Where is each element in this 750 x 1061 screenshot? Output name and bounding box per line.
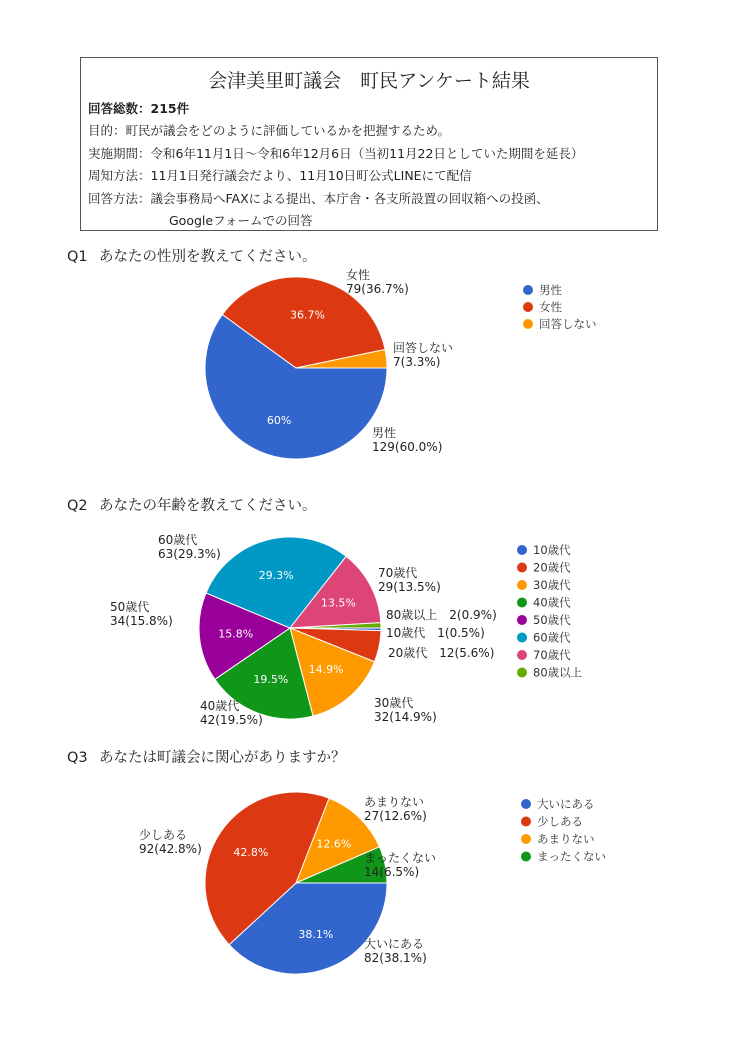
legend-swatch <box>517 598 527 608</box>
legend-item: 10歳代 <box>533 543 571 557</box>
slice-data-label: 70歳代 29(13.5%) <box>378 566 441 594</box>
legend <box>521 797 606 864</box>
legend-swatch <box>517 545 527 555</box>
legend-item: 70歳代 <box>533 648 571 662</box>
legend-item: 少しある <box>537 814 583 829</box>
slice-percent-label: 42.8% <box>233 846 269 860</box>
slice-data-label: 女性 79(36.7%) <box>346 268 409 296</box>
legend-swatch <box>523 285 533 295</box>
legend-item: 回答しない <box>539 317 597 331</box>
slice-percent-label: 38.1% <box>298 927 334 941</box>
slice-percent-label: 12.6% <box>316 837 352 851</box>
question-title-q2 <box>67 494 317 515</box>
legend-item: 60歳代 <box>533 630 571 645</box>
pie-chart-gender <box>0 265 750 470</box>
legend <box>523 283 597 331</box>
purpose-line: 目的：町民が議会をどのように評価しているかを把握するため。 <box>88 123 451 138</box>
slice-percent-label: 13.5% <box>320 596 356 610</box>
legend-item: 大いにある <box>537 797 595 811</box>
slice-data-label: 20歳代 12(5.6%) <box>388 646 495 660</box>
legend-item: 40歳代 <box>533 595 571 610</box>
question-title-q3 <box>67 746 346 767</box>
slice-percent-label: 29.3% <box>258 569 294 583</box>
question-number: Q3 <box>67 750 88 766</box>
legend-swatch <box>523 302 533 312</box>
method-line-2: Googleフォームでの回答 <box>169 213 313 228</box>
slice-percent-label: 14.9% <box>308 662 344 676</box>
legend-item: 20歳代 <box>533 560 571 575</box>
method-line: 回答方法：議会事務局へFAXによる提出、本庁舎・各支所設置の回収箱への投函、 <box>88 191 549 206</box>
legend-swatch <box>517 563 527 573</box>
slice-percent-label: 60% <box>266 413 292 427</box>
legend-swatch <box>517 633 527 643</box>
legend-item: まったくない <box>537 849 606 864</box>
question-text: あなたの年齢を教えてください。 <box>99 498 317 514</box>
total-responses: 回答総数：215件 <box>88 101 190 116</box>
slice-data-label: 少しある 92(42.8%) <box>139 828 202 856</box>
slice-percent-label: 15.8% <box>218 627 254 641</box>
slice-data-label: 10歳代 1(0.5%) <box>386 626 485 640</box>
slice-data-label: 男性 129(60.0%) <box>372 426 443 454</box>
legend-swatch <box>521 852 531 862</box>
question-text: あなたは町議会に関心がありますか？ <box>99 750 346 766</box>
notice-line: 周知方法：11月1日発行議会だより、11月10日町公式LINEにて配信 <box>88 168 472 183</box>
pie-slices <box>205 792 387 974</box>
pie-slices <box>205 277 387 459</box>
legend-item: 男性 <box>539 283 562 297</box>
legend-swatch <box>521 817 531 827</box>
slice-data-label: 回答しない 7(3.3%) <box>393 341 454 369</box>
pie-chart-age <box>0 520 750 735</box>
slice-percent-label: 36.7% <box>290 308 325 322</box>
period-line: 実施期間：令和6年11月1日～令和6年12月6日（当初11月22日としていた期間を延長） <box>88 146 584 161</box>
legend-swatch <box>521 834 531 844</box>
legend-swatch <box>521 799 531 809</box>
legend-item: 50歳代 <box>533 613 571 627</box>
slice-data-label: 50歳代 34(15.8%) <box>110 600 173 628</box>
legend-item: 80歳以上 <box>533 665 583 680</box>
legend-item: あまりない <box>537 832 595 846</box>
question-text: あなたの性別を教えてください。 <box>99 249 317 265</box>
slice-data-label: あまりない 27(12.6%) <box>364 795 427 823</box>
slice-data-label: 40歳代 42(19.5%) <box>200 699 263 727</box>
slice-data-label: 大いにある 82(38.1%) <box>364 937 427 965</box>
legend-swatch <box>523 319 533 329</box>
question-number: Q2 <box>67 498 88 514</box>
legend-item: 女性 <box>539 300 562 314</box>
legend-swatch <box>517 668 527 678</box>
legend <box>517 543 583 680</box>
page-title: 会津美里町議会 町民アンケート結果 <box>208 70 530 92</box>
legend-swatch <box>517 615 527 625</box>
slice-data-label: 30歳代 32(14.9%) <box>374 696 437 724</box>
slice-data-label: 80歳以上 2(0.9%) <box>386 608 497 622</box>
pie-chart-interest <box>0 780 750 980</box>
legend-item: 30歳代 <box>533 578 571 592</box>
survey-info-box <box>80 57 658 231</box>
slice-percent-label: 19.5% <box>253 673 289 687</box>
legend-swatch <box>517 580 527 590</box>
question-title-q1 <box>67 245 317 266</box>
slice-data-label: まったくない 14(6.5%) <box>364 851 437 879</box>
question-number: Q1 <box>67 249 88 265</box>
legend-swatch <box>517 650 527 660</box>
slice-data-label: 60歳代 63(29.3%) <box>158 533 221 561</box>
